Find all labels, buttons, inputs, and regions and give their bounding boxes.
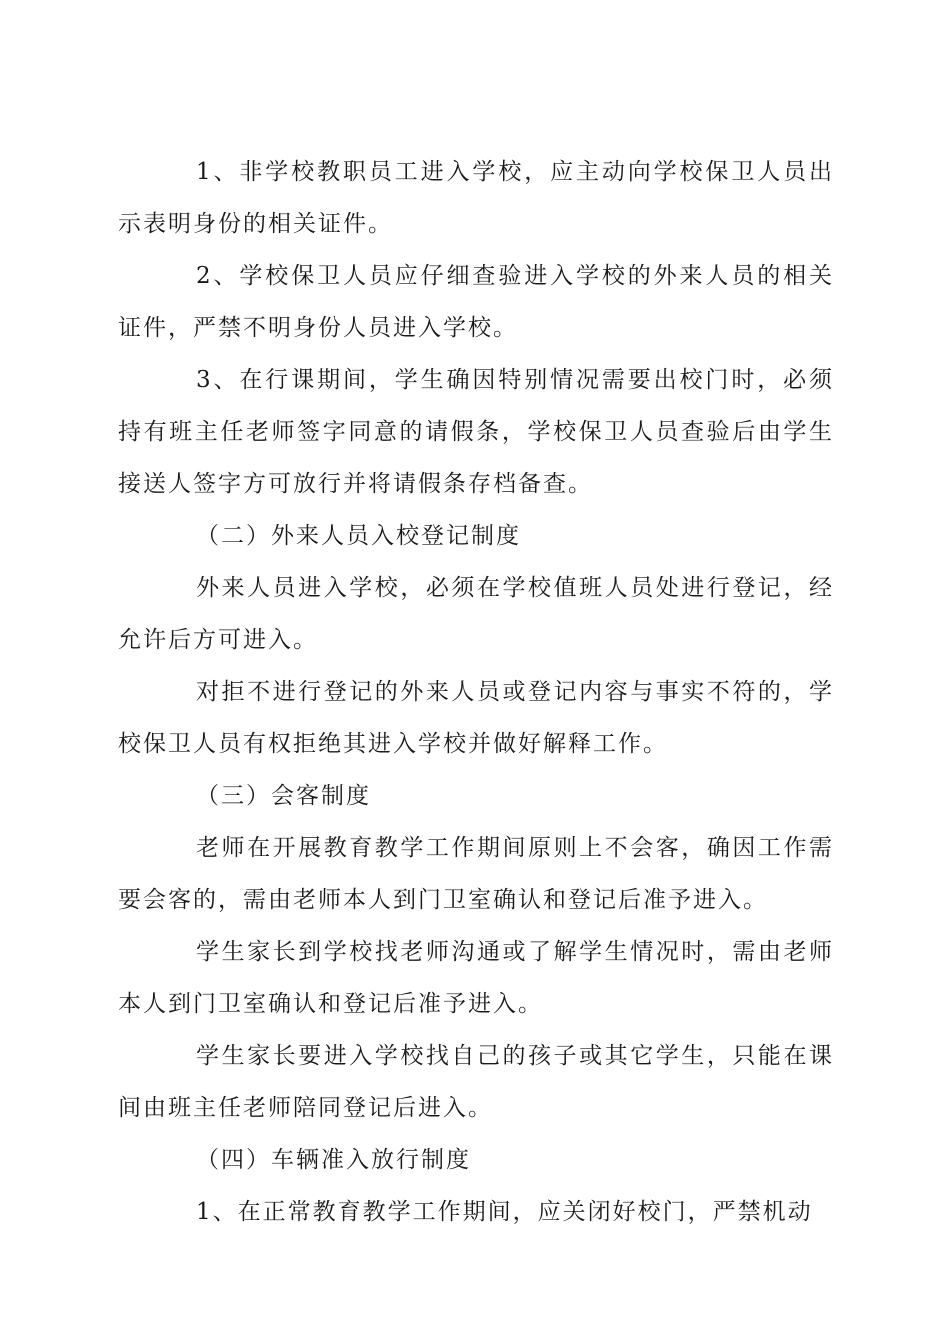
paragraph-parent-student-visit: 学生家长要进入学校找自己的孩子或其它学生，只能在课间由班主任老师陪同登记后进入。 xyxy=(118,1043,834,1121)
paragraph-parent-teacher-visit: 学生家长到学校找老师沟通或了解学生情况时，需由老师本人到门卫室确认和登记后准予进入。 xyxy=(118,939,834,1017)
paragraph-gate-closed: 1、在正常教育教学工作期间，应关闭好校门，严禁机动 xyxy=(196,1199,813,1225)
paragraph-id-check: 2、学校保卫人员应仔细查验进入学校的外来人员的相关证件，严禁不明身份人员进入学校。 xyxy=(118,263,834,341)
section-heading-guest-policy: （三）会客制度 xyxy=(196,783,371,809)
paragraph-registration-required: 外来人员进入学校，必须在学校值班人员处进行登记，经允许后方可进入。 xyxy=(118,575,834,653)
section-heading-vehicle-access: （四）车辆准入放行制度 xyxy=(196,1147,471,1173)
paragraph-refuse-registration: 对拒不进行登记的外来人员或登记内容与事实不符的，学校保卫人员有权拒绝其进入学校并做好解释工作。 xyxy=(118,679,834,757)
paragraph-teacher-guests: 老师在开展教育教学工作期间原则上不会客，确因工作需要会客的，需由老师本人到门卫室确认和登记后准予进入。 xyxy=(118,835,834,913)
paragraph-visitor-id: 1、非学校教职员工进入学校，应主动向学校保卫人员出示表明身份的相关证件。 xyxy=(118,159,834,237)
section-heading-visitor-registration: （二）外来人员入校登记制度 xyxy=(196,523,521,549)
document-body xyxy=(118,146,834,1238)
paragraph-student-leave: 3、在行课期间，学生确因特别情况需要出校门时，必须持有班主任老师签字同意的请假条，学校保卫人员查验后由学生接送人签字方可放行并将请假条存档备查。 xyxy=(118,367,834,497)
